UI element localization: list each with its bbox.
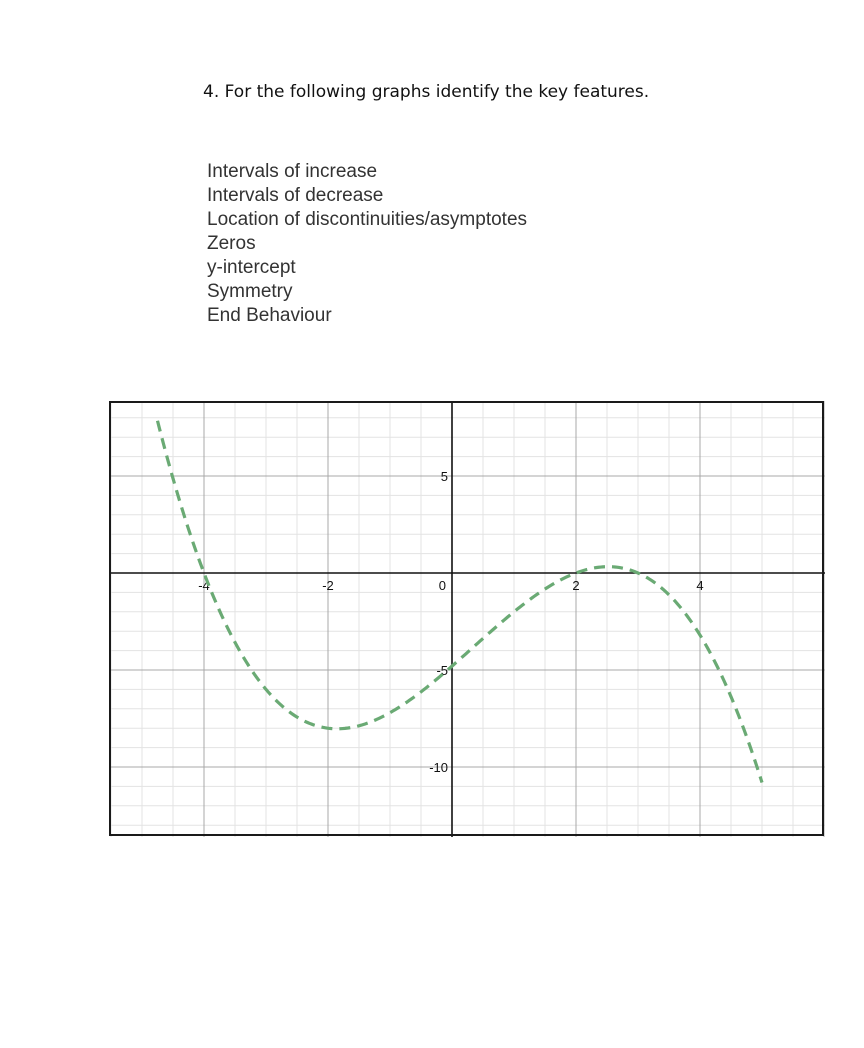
y-tick-label: -10 bbox=[429, 760, 448, 775]
function-graph bbox=[109, 401, 825, 837]
feature-item: Intervals of decrease bbox=[207, 185, 384, 206]
feature-item: Zeros bbox=[207, 233, 256, 254]
x-tick-label: -4 bbox=[198, 578, 210, 593]
x-tick-label: -2 bbox=[322, 578, 334, 593]
x-tick-label: 4 bbox=[696, 578, 704, 593]
feature-item: y-intercept bbox=[207, 257, 296, 278]
x-tick-label: 2 bbox=[572, 578, 580, 593]
feature-item: End Behaviour bbox=[207, 305, 332, 326]
plot-background bbox=[109, 401, 825, 837]
feature-item: Symmetry bbox=[207, 281, 293, 302]
x-tick-label: 0 bbox=[438, 578, 446, 593]
y-tick-label: -5 bbox=[436, 663, 448, 678]
feature-item: Intervals of increase bbox=[207, 161, 378, 182]
y-tick-label: 5 bbox=[440, 469, 448, 484]
key-features-list bbox=[207, 160, 527, 328]
question-heading: 4. For the following graphs identify the key features. bbox=[203, 82, 650, 102]
feature-item: Location of discontinuities/asymptotes bbox=[207, 209, 528, 230]
